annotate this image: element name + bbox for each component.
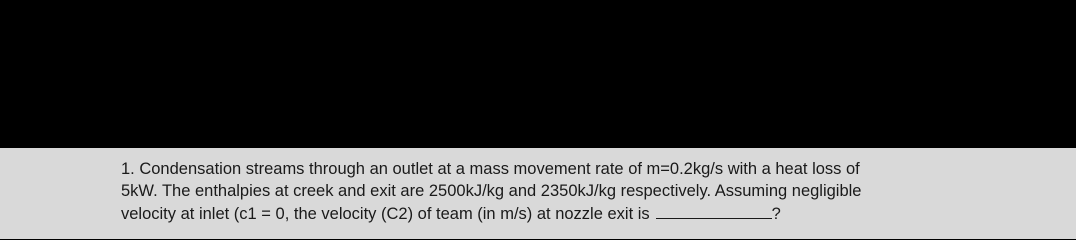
answer-blank xyxy=(656,202,772,219)
question-line-3 xyxy=(121,202,961,225)
question-panel xyxy=(0,148,1076,239)
question-text xyxy=(121,158,961,225)
question-mark: ? xyxy=(771,205,781,223)
question-line-1: 1. Condensation streams through an outlet at a mass movement rate of m=0.2kg/s with a heat loss of xyxy=(121,160,860,178)
question-line-3-text: velocity at inlet (c1 = 0, the velocity (C2) of team (in m/s) at nozzle exit is xyxy=(121,205,650,223)
question-line-2: 5kW. The enthalpies at creek and exit are 2500kJ/kg and 2350kJ/kg respectively. Assuming negligible xyxy=(121,182,862,200)
